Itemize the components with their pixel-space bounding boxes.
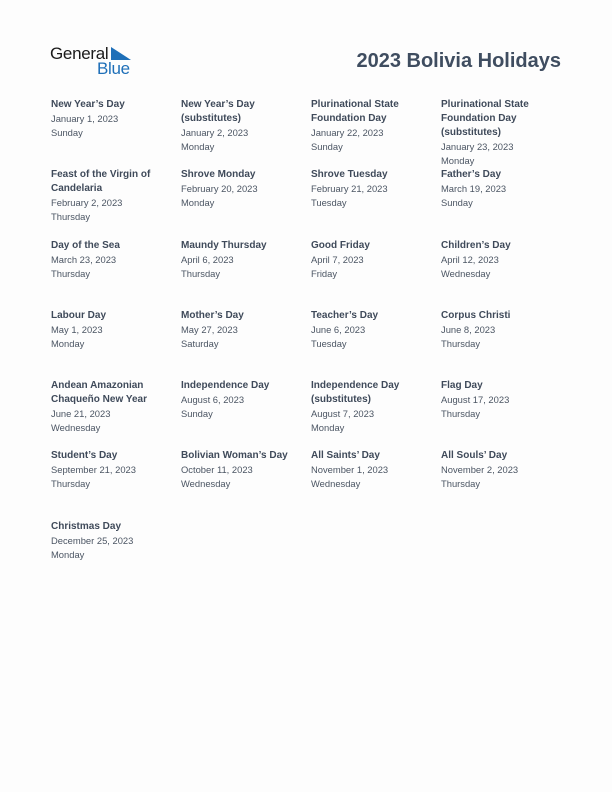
holiday-item — [181, 449, 311, 519]
holiday-weekday: Tuesday — [311, 337, 347, 349]
holiday-weekday: Sunday — [51, 127, 83, 138]
holiday-item — [181, 379, 311, 449]
holiday-name: All Souls’ Day — [441, 450, 508, 462]
holiday-item — [311, 379, 441, 449]
holiday-name: Feast of the Virgin of Candelaria — [51, 169, 151, 195]
holiday-name: Mother’s Day — [181, 309, 244, 321]
holiday-item — [311, 239, 441, 309]
holiday-name: Father’s Day — [441, 169, 502, 181]
holiday-date: May 1, 2023 — [51, 323, 103, 335]
holiday-date: November 1, 2023 — [311, 464, 389, 476]
holiday-date: February 20, 2023 — [181, 183, 258, 195]
holiday-item — [51, 379, 181, 449]
holiday-name: Independence Day — [181, 380, 270, 392]
holiday-date: April 7, 2023 — [311, 253, 364, 265]
holiday-name: Good Friday — [311, 239, 370, 251]
holiday-date: January 23, 2023 — [441, 141, 514, 152]
holiday-weekday: Monday — [181, 197, 215, 209]
page-title: 2023 Bolivia Holidays — [356, 50, 561, 72]
holiday-item — [181, 239, 311, 309]
holiday-item — [441, 309, 571, 379]
holiday-name: Student’s Day — [51, 450, 118, 462]
holiday-date: January 22, 2023 — [311, 127, 384, 138]
logo-text-blue: Blue — [97, 59, 130, 78]
holiday-weekday: Sunday — [311, 141, 343, 152]
holiday-name: Corpus Christi — [441, 309, 511, 321]
holiday-item — [51, 168, 181, 238]
holiday-weekday: Wednesday — [441, 267, 491, 279]
holiday-weekday: Saturday — [181, 337, 219, 349]
holiday-weekday: Monday — [51, 548, 85, 560]
holiday-item — [51, 98, 181, 168]
holiday-item — [51, 520, 181, 590]
holiday-name: Flag Day — [441, 380, 483, 392]
holiday-date: January 1, 2023 — [51, 113, 119, 124]
holiday-weekday: Thursday — [51, 478, 91, 490]
holiday-date: October 11, 2023 — [181, 464, 253, 476]
holiday-item — [311, 449, 441, 519]
holiday-date: January 2, 2023 — [181, 127, 249, 138]
holiday-date: November 2, 2023 — [441, 464, 519, 476]
holiday-weekday: Monday — [51, 337, 85, 349]
holiday-weekday: Thursday — [181, 267, 221, 279]
holiday-name: Christmas Day — [51, 520, 122, 532]
holiday-weekday: Thursday — [51, 267, 91, 279]
holiday-item — [441, 239, 571, 309]
holiday-name: Independence Day (substitutes) — [311, 380, 400, 406]
holiday-name: All Saints’ Day — [311, 450, 380, 462]
holiday-name: Labour Day — [51, 309, 107, 321]
holiday-name: Maundy Thursday — [181, 239, 267, 251]
holiday-grid — [51, 98, 571, 590]
holiday-weekday: Sunday — [441, 197, 473, 209]
holiday-item — [441, 379, 571, 449]
holiday-weekday: Wednesday — [181, 478, 231, 490]
holiday-date: April 6, 2023 — [181, 253, 234, 265]
holiday-item — [51, 309, 181, 379]
generalblue-logo — [50, 44, 134, 78]
holiday-date: June 6, 2023 — [311, 323, 366, 335]
holiday-weekday: Thursday — [441, 408, 481, 420]
holiday-item — [311, 98, 441, 168]
holiday-item — [181, 168, 311, 238]
holiday-date: December 25, 2023 — [51, 534, 134, 546]
holiday-weekday: Thursday — [441, 478, 481, 490]
holiday-name: Shrove Tuesday — [311, 169, 388, 181]
holiday-name: Plurinational State Foundation Day — [311, 99, 399, 124]
holiday-name: Day of the Sea — [51, 239, 120, 251]
holiday-date: August 6, 2023 — [181, 394, 245, 406]
holiday-date: June 21, 2023 — [51, 408, 111, 420]
holiday-item — [51, 449, 181, 519]
holiday-date: February 21, 2023 — [311, 183, 388, 195]
holiday-date: February 2, 2023 — [51, 197, 123, 209]
holiday-weekday: Sunday — [181, 408, 213, 420]
holiday-date: April 12, 2023 — [441, 253, 499, 265]
holiday-item — [311, 168, 441, 238]
holiday-weekday: Tuesday — [311, 197, 347, 209]
holiday-name: Andean Amazonian Chaqueño New Year — [51, 380, 147, 406]
holiday-name: Teacher’s Day — [311, 309, 379, 321]
holiday-date: August 7, 2023 — [311, 408, 375, 420]
holiday-date: March 23, 2023 — [51, 253, 117, 265]
holiday-name: Plurinational State Foundation Day (substitutes) — [441, 99, 529, 138]
holiday-date: August 17, 2023 — [441, 394, 510, 406]
holiday-date: September 21, 2023 — [51, 464, 136, 476]
holiday-item — [181, 309, 311, 379]
holiday-item — [311, 309, 441, 379]
holiday-weekday: Wednesday — [51, 422, 101, 434]
logo-text-general: General — [50, 44, 109, 63]
holiday-name: Children’s Day — [441, 239, 511, 251]
holiday-weekday: Monday — [311, 422, 345, 434]
holiday-item — [441, 168, 571, 238]
holiday-item — [441, 98, 571, 168]
holiday-weekday: Monday — [441, 155, 475, 166]
holiday-item — [181, 98, 311, 168]
holiday-name: Shrove Monday — [181, 169, 256, 181]
holiday-name: New Year’s Day (substitutes) — [181, 99, 255, 124]
holiday-item — [441, 449, 571, 519]
holiday-weekday: Thursday — [441, 337, 481, 349]
holiday-weekday: Wednesday — [311, 478, 361, 490]
holiday-date: March 19, 2023 — [441, 183, 507, 195]
holiday-date: May 27, 2023 — [181, 323, 238, 335]
holiday-weekday: Thursday — [51, 211, 91, 223]
holiday-weekday: Friday — [311, 267, 338, 279]
holiday-name: New Year’s Day — [51, 99, 125, 110]
holiday-date: June 8, 2023 — [441, 323, 496, 335]
holiday-name: Bolivian Woman’s Day — [181, 450, 288, 462]
holiday-item — [51, 239, 181, 309]
holiday-weekday: Monday — [181, 141, 215, 152]
